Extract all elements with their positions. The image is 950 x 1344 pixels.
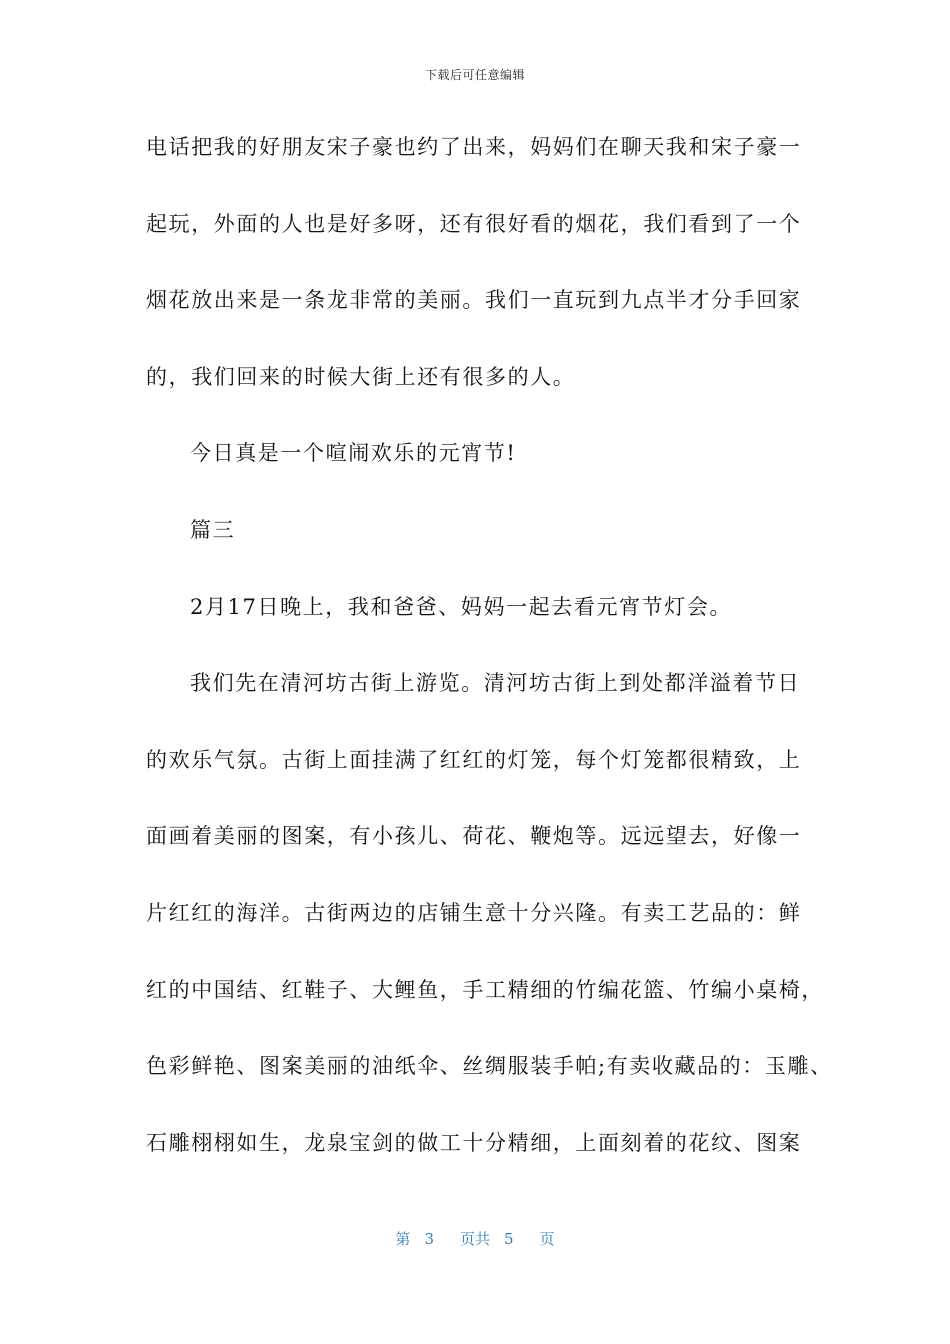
- page-label-mid: 页共: [459, 1230, 490, 1248]
- body-text: [146, 128, 833, 1200]
- paragraph-line: 的欢乐气氛。古街上面挂满了红红的灯笼，每个灯笼都很精致，上: [146, 747, 802, 772]
- paragraph-line: 今日真是一个喧闹欢乐的元宵节!: [190, 441, 517, 466]
- paragraph-line: 2月17日晚上，我和爸爸、妈妈一起去看元宵节灯会。: [190, 594, 733, 619]
- paragraph-line: 石雕栩栩如生，龙泉宝剑的做工十分精细，上面刻着的花纹、图案: [146, 1130, 802, 1155]
- paragraph-line: 我们先在清河坊古街上游览。清河坊古街上到处都洋溢着节日: [190, 671, 801, 696]
- paragraph-line: 的，我们回来的时候大街上还有很多的人。: [146, 364, 576, 389]
- paragraph-line: 红的中国结、红鞋子、大鲤鱼，手工精细的竹编花篮、竹编小桌椅，: [146, 977, 824, 1002]
- page-total-number: 5: [504, 1230, 514, 1248]
- header-note: 下载后可任意编辑: [424, 68, 525, 82]
- paragraph-line: 色彩鲜艳、图案美丽的油纸伞、丝绸服装手帕;有卖收藏品的：玉雕、: [146, 1054, 833, 1079]
- page-label-prefix: 第: [395, 1230, 411, 1248]
- paragraph-line: 起玩，外面的人也是好多呀，还有很好看的烟花，我们看到了一个: [146, 211, 802, 236]
- section-heading: 篇三: [190, 517, 236, 542]
- paragraph-line: 片红红的海洋。古街两边的店铺生意十分兴隆。有卖工艺品的：鲜: [146, 900, 802, 925]
- paragraph-line: 面画着美丽的图案，有小孩儿、荷花、鞭炮等。远远望去，好像一: [146, 824, 802, 849]
- paragraph-line: 烟花放出来是一条龙非常的美丽。我们一直玩到九点半才分手回家: [146, 288, 802, 313]
- page-label-suffix: 页: [539, 1230, 555, 1248]
- page-current-number: 3: [424, 1230, 434, 1248]
- page-footer: [0, 1228, 950, 1249]
- paragraph-line: 电话把我的好朋友宋子豪也约了出来，妈妈们在聊天我和宋子豪一: [146, 135, 802, 159]
